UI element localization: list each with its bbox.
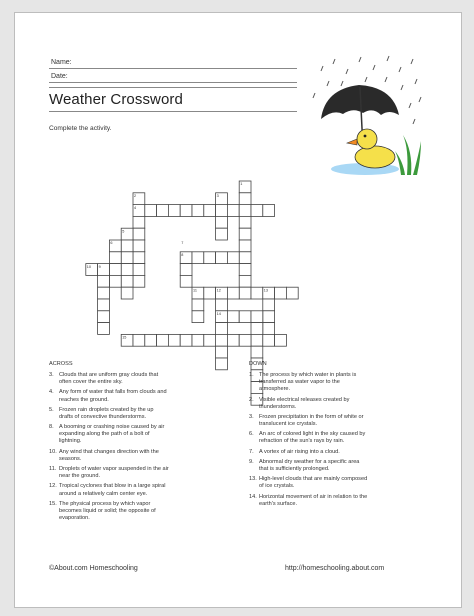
worksheet-page [14, 12, 462, 608]
crossword-cell[interactable] [239, 264, 251, 276]
across-clue: 10. Any wind that changes direction with the seasons. [49, 448, 159, 462]
crossword-cell[interactable] [133, 275, 145, 287]
crossword-cell[interactable] [216, 346, 228, 358]
down-clues [249, 361, 439, 511]
crossword-cell[interactable] [251, 311, 263, 323]
crossword-cell[interactable] [227, 252, 239, 264]
crossword-cell[interactable] [168, 205, 180, 217]
clue-number: 6 [110, 241, 113, 246]
crossword-cell[interactable] [145, 334, 157, 346]
crossword-cell[interactable] [216, 216, 228, 228]
clue-number: 9 [98, 264, 101, 269]
date-label: Date: [51, 73, 68, 80]
clue-number: 11 [193, 288, 197, 293]
clue-number: 7 [181, 241, 184, 246]
clue-number: 3 [216, 194, 219, 198]
crossword-cell[interactable] [157, 205, 169, 217]
crossword-cell[interactable] [239, 216, 251, 228]
crossword-cell[interactable] [98, 323, 110, 335]
down-clue: 2. Visible electrical releases created by thunderstorms. [249, 396, 350, 410]
crossword-cell[interactable] [98, 311, 110, 323]
crossword-cell[interactable] [192, 299, 204, 311]
crossword-cell[interactable] [121, 264, 133, 276]
crossword-cell[interactable] [121, 287, 133, 299]
crossword-cell[interactable] [239, 193, 251, 205]
across-clue: 8. A booming or crashing noise caused by air expanding along the path of a bolt of lightning. [49, 424, 165, 445]
crossword-cell[interactable] [109, 275, 121, 287]
crossword-cell[interactable] [239, 311, 251, 323]
crossword-cell[interactable] [216, 323, 228, 335]
across-clue: 4. Any form of water that falls from clouds and reaches the ground. [49, 389, 167, 403]
footer-url[interactable]: http://homeschooling.about.com [285, 565, 385, 572]
crossword-cell[interactable] [263, 323, 275, 335]
crossword-cell[interactable] [192, 311, 204, 323]
crossword-cell[interactable] [251, 287, 263, 299]
crossword-cell[interactable] [275, 287, 287, 299]
down-clue: 13. High-level clouds that are mainly composed of ice crystals. [249, 476, 368, 490]
crossword-cell[interactable] [227, 334, 239, 346]
crossword-cell[interactable] [239, 275, 251, 287]
clue-number: 14 [216, 312, 221, 316]
crossword-cell[interactable] [133, 252, 145, 264]
crossword-cell[interactable] [133, 334, 145, 346]
crossword-cell[interactable] [145, 205, 157, 217]
clue-number: 10 [86, 264, 92, 269]
crossword-cell[interactable] [263, 205, 275, 217]
crossword-cell[interactable] [109, 252, 121, 264]
crossword-cell[interactable] [239, 228, 251, 240]
down-clue: 14. Horizontal movement of air in relation to the earth's surface. [249, 493, 368, 507]
crossword-cell[interactable] [227, 205, 239, 217]
crossword-cell[interactable] [192, 334, 204, 346]
clue-number: 5 [122, 229, 125, 234]
name-label: Name: [51, 59, 72, 66]
crossword-cell[interactable] [192, 252, 204, 264]
crossword-cell[interactable] [227, 311, 239, 323]
across-clues [49, 361, 239, 525]
crossword-cell[interactable] [180, 334, 192, 346]
crossword-cell[interactable] [275, 334, 287, 346]
crossword-cell[interactable] [121, 275, 133, 287]
page-title: Weather Crossword [49, 91, 183, 108]
crossword-cell[interactable] [133, 264, 145, 276]
crossword-cell[interactable] [133, 228, 145, 240]
crossword-cell[interactable] [98, 287, 110, 299]
crossword-cell[interactable] [98, 275, 110, 287]
crossword-cell[interactable] [121, 240, 133, 252]
crossword-cell[interactable] [180, 264, 192, 276]
clue-number: 15 [122, 335, 127, 340]
crossword-cell[interactable] [239, 252, 251, 264]
crossword-cell[interactable] [109, 264, 121, 276]
crossword-cell[interactable] [192, 205, 204, 217]
clue-number: 12 [216, 288, 221, 293]
across-clue: 15. The physical process by which vapor becomes liquid or solid; the opposite of evaporation. [49, 500, 156, 521]
clue-number: 2 [134, 194, 137, 198]
crossword-cell[interactable] [251, 323, 263, 335]
down-clue: 3. Frozen precipitation in the form of white or translucent ice crystals. [249, 413, 364, 428]
crossword-cell[interactable] [133, 240, 145, 252]
crossword-cell[interactable] [180, 275, 192, 287]
crossword-cell[interactable] [239, 334, 251, 346]
down-clue: 7. A vortex of air rising into a cloud. [249, 448, 340, 455]
crossword-cell[interactable] [121, 252, 133, 264]
across-clue: 3. Clouds that are uniform gray clouds that often cover the entire sky. [49, 372, 159, 386]
crossword-cell[interactable] [180, 205, 192, 217]
crossword-cell[interactable] [251, 205, 263, 217]
crossword-cell[interactable] [216, 334, 228, 346]
instructions: Complete the activity. [49, 125, 112, 132]
crossword-cell[interactable] [216, 205, 228, 217]
crossword-cell[interactable] [251, 334, 263, 346]
crossword-cell[interactable] [168, 334, 180, 346]
crossword-cell[interactable] [204, 252, 216, 264]
footer-copyright: ©About.com Homeschooling [49, 565, 138, 572]
down-clue: 9. Abnormal dry weather for a specific area that is sufficiently prolonged. [249, 458, 360, 473]
crossword-cell[interactable] [98, 299, 110, 311]
crossword-cell[interactable] [204, 334, 216, 346]
across-clue: 12. Tropical cyclones that blow in a large spiral around a relatively calm center eye. [49, 483, 166, 497]
crossword-cell[interactable] [227, 287, 239, 299]
clue-number: 4 [134, 205, 137, 210]
crossword-cell[interactable] [204, 205, 216, 217]
crossword-cell[interactable] [216, 228, 228, 240]
crossword-cell[interactable] [133, 216, 145, 228]
crossword-cell[interactable] [251, 346, 263, 358]
down-clue: 6. An arc of colored light in the sky caused by refraction of the sun's rays by rain. [249, 431, 366, 445]
across-clue: 11. Droplets of water vapor suspended in the air near the ground. [49, 466, 169, 480]
crossword-cell[interactable] [239, 240, 251, 252]
across-heading: ACROSS [49, 361, 73, 367]
crossword-cell[interactable] [216, 299, 228, 311]
crossword-cell[interactable] [157, 334, 169, 346]
crossword-cell[interactable] [263, 299, 275, 311]
crossword-cell[interactable] [239, 205, 251, 217]
clue-number: 13 [263, 288, 269, 293]
crossword-cell[interactable] [263, 334, 275, 346]
crossword-cell[interactable] [263, 311, 275, 323]
down-heading: DOWN [249, 361, 267, 367]
clue-number: 1 [240, 182, 243, 187]
crossword-cell[interactable] [216, 252, 228, 264]
crossword-cell[interactable] [204, 287, 216, 299]
down-clue: 1. The process by which water in plants is transferred as water vapor to the atmosphere. [249, 372, 357, 393]
crossword-cell[interactable] [286, 287, 298, 299]
crossword-cell[interactable] [239, 287, 251, 299]
clue-number: 8 [181, 253, 184, 257]
across-clue: 5. Frozen rain droplets created by the up drafts of convective thunderstorms. [49, 406, 154, 420]
